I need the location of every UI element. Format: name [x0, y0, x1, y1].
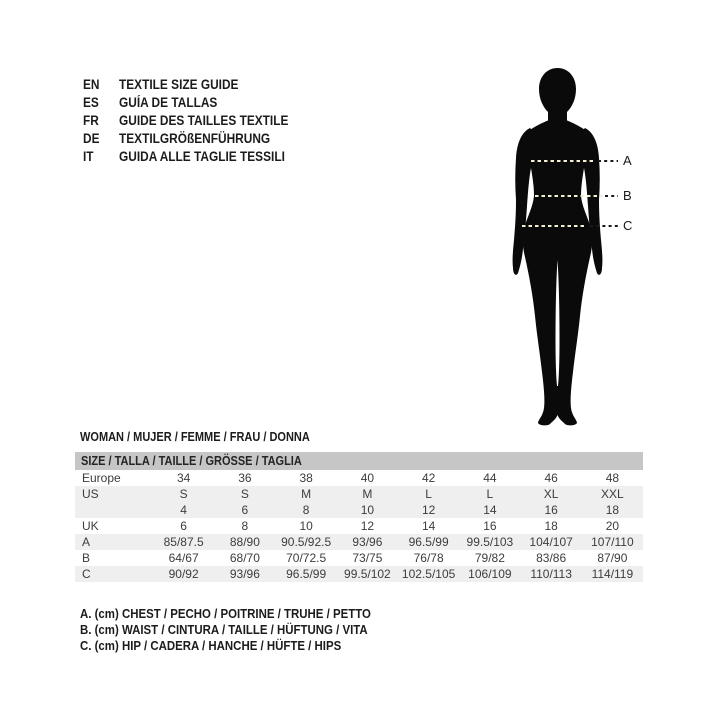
size-cell: 68/70 — [229, 551, 260, 565]
table-row-chest — [75, 534, 643, 550]
size-cell: 90.5/92.5 — [276, 534, 337, 550]
size-cell: 40 — [360, 471, 375, 485]
size-cell: 34 — [176, 471, 191, 485]
size-cell: 70/72.5 — [286, 551, 327, 565]
size-cell: 36 — [238, 471, 252, 485]
legend-text: A. (cm) CHEST / PECHO / POITRINE / TRUHE / PETTO — [80, 606, 371, 621]
size-cell: 87/90 — [597, 551, 628, 565]
row-label: B — [82, 551, 91, 565]
size-cell: 106/109 — [459, 566, 520, 582]
lang-code: ES — [83, 95, 99, 110]
lang-row-fr — [83, 112, 312, 130]
size-cell: 96.5/99 — [276, 566, 337, 582]
lang-row-de — [83, 130, 312, 148]
size-cell: 6 — [214, 502, 275, 518]
size-table-header-text: SIZE / TALLA / TAILLE / GRÖSSE / TAGLIA — [81, 454, 302, 468]
silhouette-head — [539, 68, 576, 124]
lang-code: EN — [83, 77, 100, 92]
size-cell: 46 — [544, 471, 558, 485]
size-cell: 93/96 — [214, 566, 275, 582]
lang-code: FR — [83, 113, 99, 128]
size-cell: 73/75 — [352, 551, 383, 565]
lang-code: IT — [83, 149, 94, 164]
size-table-header-row — [75, 452, 643, 470]
size-cell: 88/90 — [214, 534, 275, 550]
size-cell: 99.5/102 — [337, 566, 398, 582]
size-cell: L — [398, 486, 459, 502]
row-label: US — [75, 486, 153, 502]
row-label — [75, 502, 153, 518]
table-row-us-numbers — [75, 502, 643, 518]
size-cell: 10 — [299, 519, 313, 533]
table-row-europe — [75, 470, 643, 486]
size-cell: XXL — [582, 486, 643, 502]
size-cell: 104/107 — [521, 534, 582, 550]
size-cell: 79/82 — [474, 551, 505, 565]
size-cell: 12 — [398, 502, 459, 518]
size-table-header — [75, 452, 643, 470]
size-cell: 114/119 — [582, 566, 643, 582]
size-cell: M — [276, 486, 337, 502]
woman-front-silhouette-icon — [500, 64, 650, 434]
row-label: UK — [82, 519, 99, 533]
size-cell: L — [459, 486, 520, 502]
lang-title: GUÍA DE TALLAS — [119, 95, 218, 110]
marker-label-a: A — [623, 153, 632, 168]
lang-row-es — [83, 94, 312, 112]
size-cell: 44 — [483, 471, 497, 485]
size-cell: 102.5/105 — [398, 566, 459, 582]
table-row-waist — [75, 550, 643, 566]
marker-label-b: B — [623, 188, 632, 203]
size-cell: S — [214, 486, 275, 502]
size-cell: 4 — [153, 502, 214, 518]
size-cell: 38 — [299, 471, 313, 485]
size-cell: 96.5/99 — [398, 534, 459, 550]
size-cell: 14 — [459, 502, 520, 518]
row-label: Europe — [82, 471, 121, 485]
size-cell: 110/113 — [521, 566, 582, 582]
size-cell: 16 — [483, 519, 497, 533]
size-cell: 8 — [276, 502, 337, 518]
size-cell: 18 — [544, 519, 558, 533]
language-title-block — [83, 76, 312, 166]
row-label: C — [75, 566, 153, 582]
size-cell: 14 — [421, 519, 436, 533]
size-cell: 85/87.5 — [153, 534, 214, 550]
size-cell: 12 — [360, 519, 375, 533]
size-cell: S — [153, 486, 214, 502]
size-cell: 76/78 — [413, 551, 444, 565]
size-table — [75, 452, 643, 582]
size-cell: 16 — [521, 502, 582, 518]
category-label — [80, 430, 341, 444]
size-cell: XL — [521, 486, 582, 502]
measurement-figure — [500, 64, 650, 434]
lang-code: DE — [83, 131, 100, 146]
marker-label-c: C — [623, 218, 633, 233]
lang-title: TEXTILE SIZE GUIDE — [119, 77, 239, 92]
table-row-hip — [75, 566, 643, 582]
legend-line-hip — [80, 638, 411, 654]
size-cell: M — [337, 486, 398, 502]
lang-title: GUIDA ALLE TAGLIE TESSILI — [119, 149, 285, 164]
size-cell: 90/92 — [153, 566, 214, 582]
lang-title: GUIDE DES TAILLES TEXTILE — [119, 113, 289, 128]
size-cell: 42 — [421, 471, 436, 485]
size-cell: 48 — [605, 471, 620, 485]
size-cell: 8 — [241, 519, 249, 533]
category-label-text: WOMAN / MUJER / FEMME / FRAU / DONNA — [80, 430, 310, 444]
size-cell: 10 — [337, 502, 398, 518]
size-cell: 99.5/103 — [459, 534, 520, 550]
size-cell: 18 — [582, 502, 643, 518]
size-cell: 83/86 — [536, 551, 567, 565]
table-row-us-letters — [75, 486, 643, 502]
size-cell: 6 — [180, 519, 187, 533]
lang-title: TEXTILGRÖßENFÜHRUNG — [119, 131, 271, 146]
lang-row-en — [83, 76, 312, 94]
legend-line-chest — [80, 606, 411, 622]
measurement-legend — [80, 606, 411, 654]
legend-text: C. (cm) HIP / CADERA / HANCHE / HÜFTE / HIPS — [80, 638, 342, 653]
row-label: A — [75, 534, 153, 550]
size-cell: 20 — [605, 519, 620, 533]
lang-row-it — [83, 148, 312, 166]
legend-text: B. (cm) WAIST / CINTURA / TAILLE / HÜFTUNG / VITA — [80, 622, 368, 637]
table-row-uk — [75, 518, 643, 534]
size-cell: 93/96 — [337, 534, 398, 550]
size-cell: 107/110 — [582, 534, 643, 550]
legend-line-waist — [80, 622, 411, 638]
size-cell: 64/67 — [168, 551, 199, 565]
